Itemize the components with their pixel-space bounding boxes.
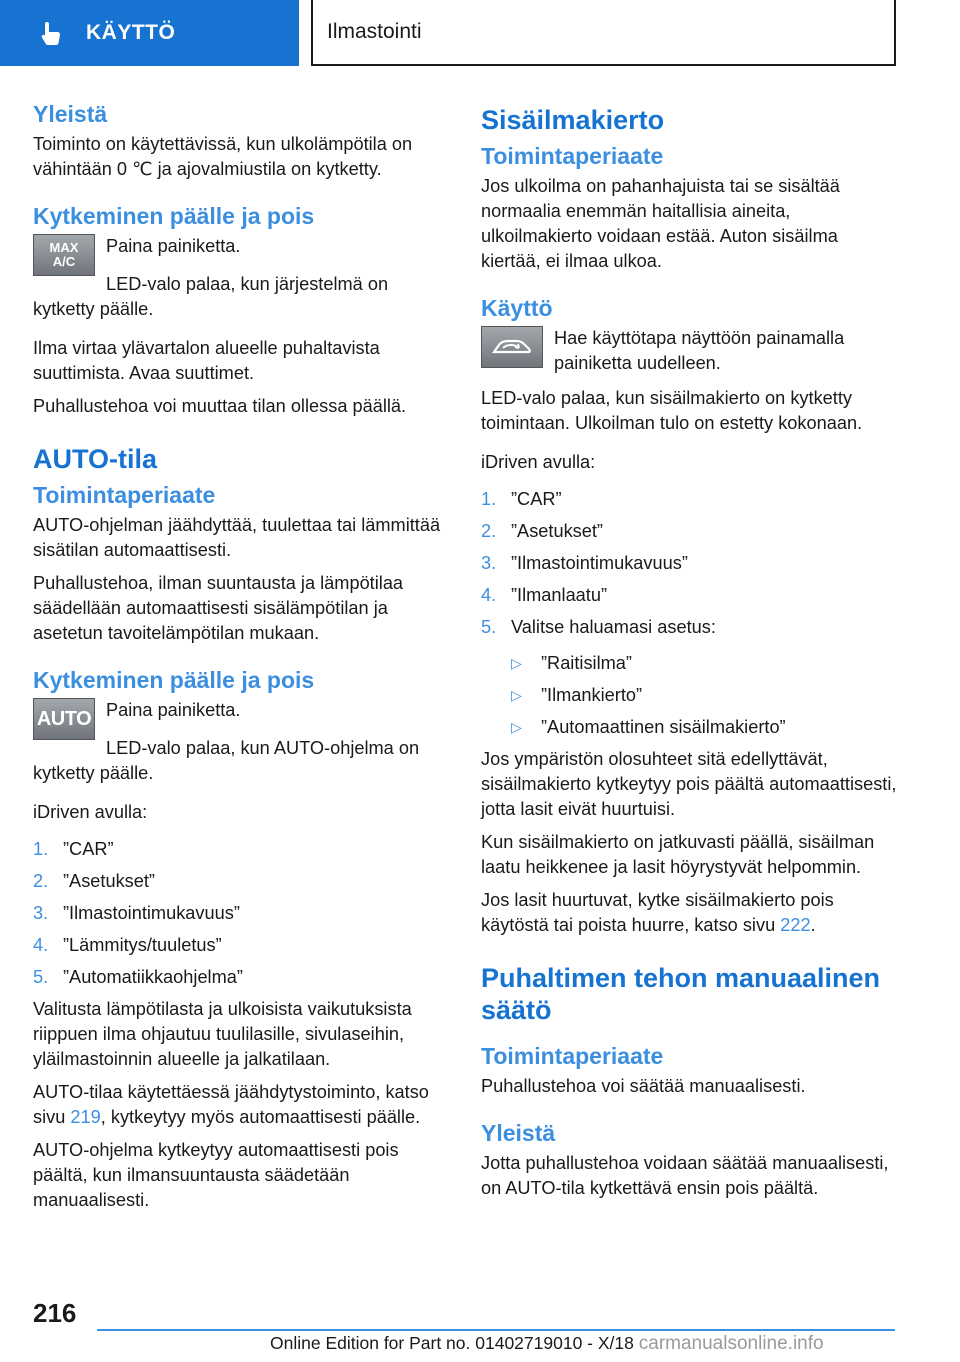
jatkuvasti-text: Kun sisäilmakierto on jatkuvasti päällä, sisäilman laatu heikkenee ja lasit höyrystyvät helpommin. [481, 832, 875, 877]
max-ac-button-label: MAX A/C [49, 240, 79, 269]
list-item: 5. ”Automatiikkaohjelma” [33, 966, 243, 987]
triangle-bullet-icon: ▷ [511, 718, 522, 735]
list-item: 2. ”Asetukset” [33, 870, 155, 891]
heading-kaytto: Käyttö [481, 295, 553, 321]
right-steps [481, 483, 901, 643]
puhallus-text: Puhallustehoa voi muuttaa tilan ollessa päällä. [33, 396, 407, 416]
huurtuvat-text: Jos lasit huurtuvat, kytke sisäilmakierto pois käytöstä tai poista huurre, katso sivu 222. [481, 890, 834, 935]
valitusta-text: Valitusta lämpötilasta ja ulkoisista vaikutuksista riippuen ilma ohjautuu tuulilasille, sivulaseihin, yläilmastoinnin alueelle ja jalkatilaan. [33, 999, 412, 1069]
ilma-text: Ilma virtaa ylävartalon alueelle puhaltavista suuttimista. Avaa suuttimet. [33, 338, 380, 383]
heading-sisailmakierto: Sisäilmakierto [481, 105, 665, 135]
page-link-219[interactable]: 219 [70, 1107, 101, 1127]
list-item: 3. ”Ilmastointimukavuus” [481, 552, 688, 573]
recirculation-icon [481, 326, 543, 368]
heading-kytkeminen-2: Kytkeminen päälle ja pois [33, 667, 315, 693]
recirc-row [481, 326, 901, 384]
footer-divider [97, 1329, 895, 1331]
footer-edition: Online Edition for Part no. 01402719010 - X/18 carmanualsonline.info [270, 1333, 824, 1354]
list-item: 4. ”Lämmitys/tuuletus” [33, 934, 222, 955]
auto-line2: LED-valo palaa, kun AUTO-ohjelma on kytketty päälle. [33, 738, 420, 783]
max-ac-button-image [33, 234, 95, 276]
auto-row [33, 698, 453, 740]
kaytto-text: Hae käyttötapa näyttöön painamalla painiketta uudelleen. [554, 328, 845, 373]
maxac-line1: Paina painiketta. [106, 236, 241, 256]
heading-toimintaperiaate: Toimintaperiaate [33, 482, 216, 508]
list-item: ▷ ”Automaattinen sisäilmakierto” [511, 711, 901, 743]
watermark: carmanualsonline.info [638, 1333, 824, 1354]
auto-ohjelma-text: AUTO-ohjelma kytkeytyy automaattisesti pois päältä, kun ilmansuuntausta säädetään manuaalisesti. [33, 1140, 399, 1210]
section-title: Ilmastointi [327, 20, 422, 43]
list-item: 3. ”Ilmastointimukavuus” [33, 902, 240, 923]
hand-pointer-icon [36, 18, 66, 48]
auto-tilaa-text: AUTO-tilaa käytettäessä jäähdytystoiminto, katso sivu 219, kytkeytyy myös automaattisesti päälle. [33, 1082, 429, 1127]
heading-toimintaperiaate-2: Toimintaperiaate [481, 1043, 664, 1069]
chapter-title: KÄYTTÖ [86, 21, 176, 44]
page-link-222[interactable]: 222 [780, 915, 811, 935]
heading-kytkeminen-1: Kytkeminen päälle ja pois [33, 203, 315, 229]
heading-yleista-r: Yleistä [481, 1120, 556, 1146]
list-item: 2. ”Asetukset” [481, 520, 603, 541]
led-text: LED-valo palaa, kun sisäilmakierto on kytketty toimintaan. Ulkoilman tulo on estetty kokonaan. [481, 388, 863, 433]
right-column [481, 100, 901, 1209]
section-header [311, 0, 896, 66]
heading-auto-tila: AUTO-tila [33, 444, 158, 474]
right-substeps [511, 647, 901, 743]
list-item: 1. ”CAR” [481, 488, 562, 509]
auto-p1: AUTO-ohjelman jäähdyttää, tuulettaa tai lämmittää sisätilan automaattisesti. [33, 515, 441, 560]
heading-puhaltimen-saato: Puhaltimen tehon manuaalinen säätö [481, 963, 881, 1025]
idrive-left: iDriven avulla: [33, 802, 148, 822]
toiminta-text: Jos ulkoilma on pahanhajuista tai se sisältää normaalia enemmän haitallisia aineita, ulkoilmakierto voidaan estää. Auton sisäilma kiertää, ei ilmaa ulkoa. [481, 176, 840, 271]
left-column [33, 100, 453, 1221]
auto-button-label: AUTO [36, 707, 92, 730]
auto-button-image [33, 698, 95, 740]
triangle-bullet-icon: ▷ [511, 654, 522, 671]
heading-yleista: Yleistä [33, 101, 108, 127]
ymparisto-text: Jos ympäristön olosuhteet sitä edellyttävät, sisäilmakierto kytkeytyy pois päältä automaattisesti, jotta lasit eivät huurtuisi. [481, 749, 897, 819]
triangle-bullet-icon: ▷ [511, 686, 522, 703]
auto-p2: Puhallustehoa, ilman suuntausta ja lämpötilaa säädellään automaattisesti sisälämpötilan ja asetetun tavoitelämpötilan mukaan. [33, 573, 404, 643]
left-steps [33, 833, 453, 993]
maxac-line2: LED-valo palaa, kun järjestelmä on kytketty päälle. [33, 274, 389, 319]
auto-line1: Paina painiketta. [106, 700, 241, 720]
list-item: 1. ”CAR” [33, 838, 114, 859]
list-item: ▷ ”Raitisilma” [511, 647, 901, 679]
list-item: ▷ ”Ilmankierto” [511, 679, 901, 711]
list-item: 5. Valitse haluamasi asetus: [481, 616, 716, 637]
page-number: 216 [33, 1298, 77, 1328]
toiminta2-text: Puhallustehoa voi säätää manuaalisesti. [481, 1076, 806, 1096]
list-item: 4. ”Ilmanlaatu” [481, 584, 608, 605]
idrive-right: iDriven avulla: [481, 452, 596, 472]
maxac-row [33, 234, 453, 276]
chapter-tab [0, 0, 299, 66]
yleista-r-text: Jotta puhallustehoa voidaan säätää manuaalisesti, on AUTO-tila kytkettävä ensin pois päältä. [481, 1153, 889, 1198]
heading-toimintaperiaate-r: Toimintaperiaate [481, 143, 664, 169]
yleista-text: Toiminto on käytettävissä, kun ulkolämpötila on vähintään 0 ℃ ja ajovalmiustila on kytketty. [33, 134, 413, 179]
